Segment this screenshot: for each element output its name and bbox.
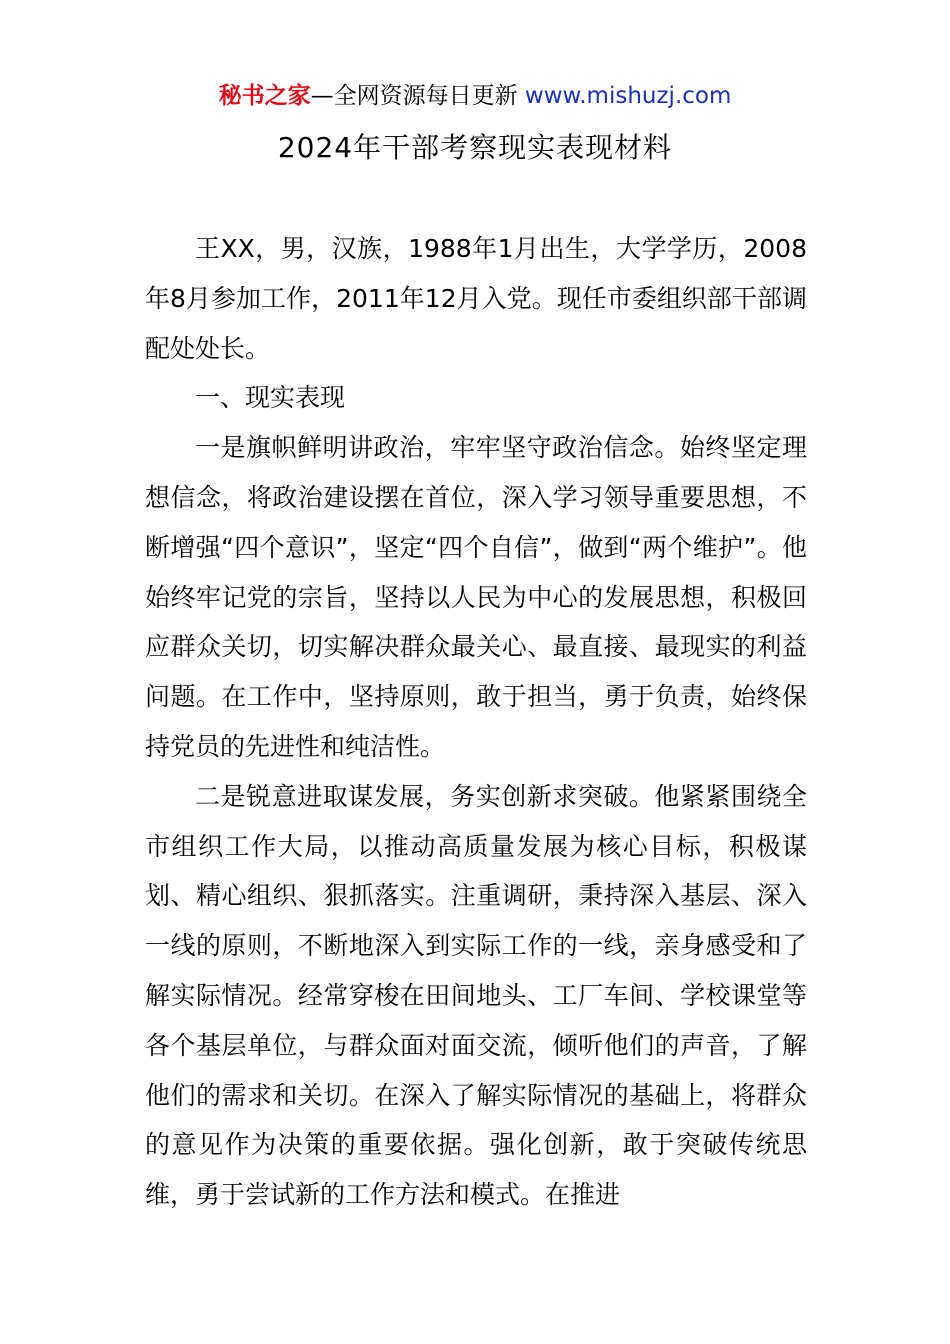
paragraph-development: 二是锐意进取谋发展，务实创新求突破。他紧紧围绕全市组织工作大局，以推动高质量发展为核心目标，积极谋划、精心组织、狠抓落实。注重调研，秉持深入基层、深入一线的原则，不断地深入到实际工作的一线，亲身感受和了解实际情况。经常穿梭在田间地头、工厂车间、学校课堂等各个基层单位，与群众面对面交流，倾听他们的声音，了解他们的需求和关切。在深入了解实际情况的基础上，将群众的意见作为决策的重要依据。强化创新，敢于突破传统思维，勇于尝试新的工作方法和模式。在推进 [145,781,807,1210]
site-brand: 秘书之家 [218,83,311,109]
site-header [0,80,950,112]
document-body [145,224,807,1220]
document-title: 2024年干部考察现实表现材料 [277,131,673,164]
site-tagline: —全网资源每日更新 [310,83,525,109]
paragraph-intro: 王XX，男，汉族，1988年1月出生，大学学历，2008年8月参加工作，2011年12月入党。现任市委组织部干部调配处处长。 [145,234,807,363]
paragraph-politics: 一是旗帜鲜明讲政治，牢牢坚守政治信念。始终坚定理想信念，将政治建设摆在首位，深入学习领导重要思想，不断增强“四个意识”，坚定“四个自信”，做到“两个维护”。他始终牢记党的宗旨，坚持以人民为中心的发展思想，积极回应群众关切，切实解决群众最关心、最直接、最现实的利益问题。在工作中，坚持原则，敢于担当，勇于负责，始终保持党员的先进性和纯洁性。 [145,433,807,761]
section-heading: 一、现实表现 [195,383,346,413]
site-url-link[interactable]: www.mishuzj.com [524,83,732,109]
